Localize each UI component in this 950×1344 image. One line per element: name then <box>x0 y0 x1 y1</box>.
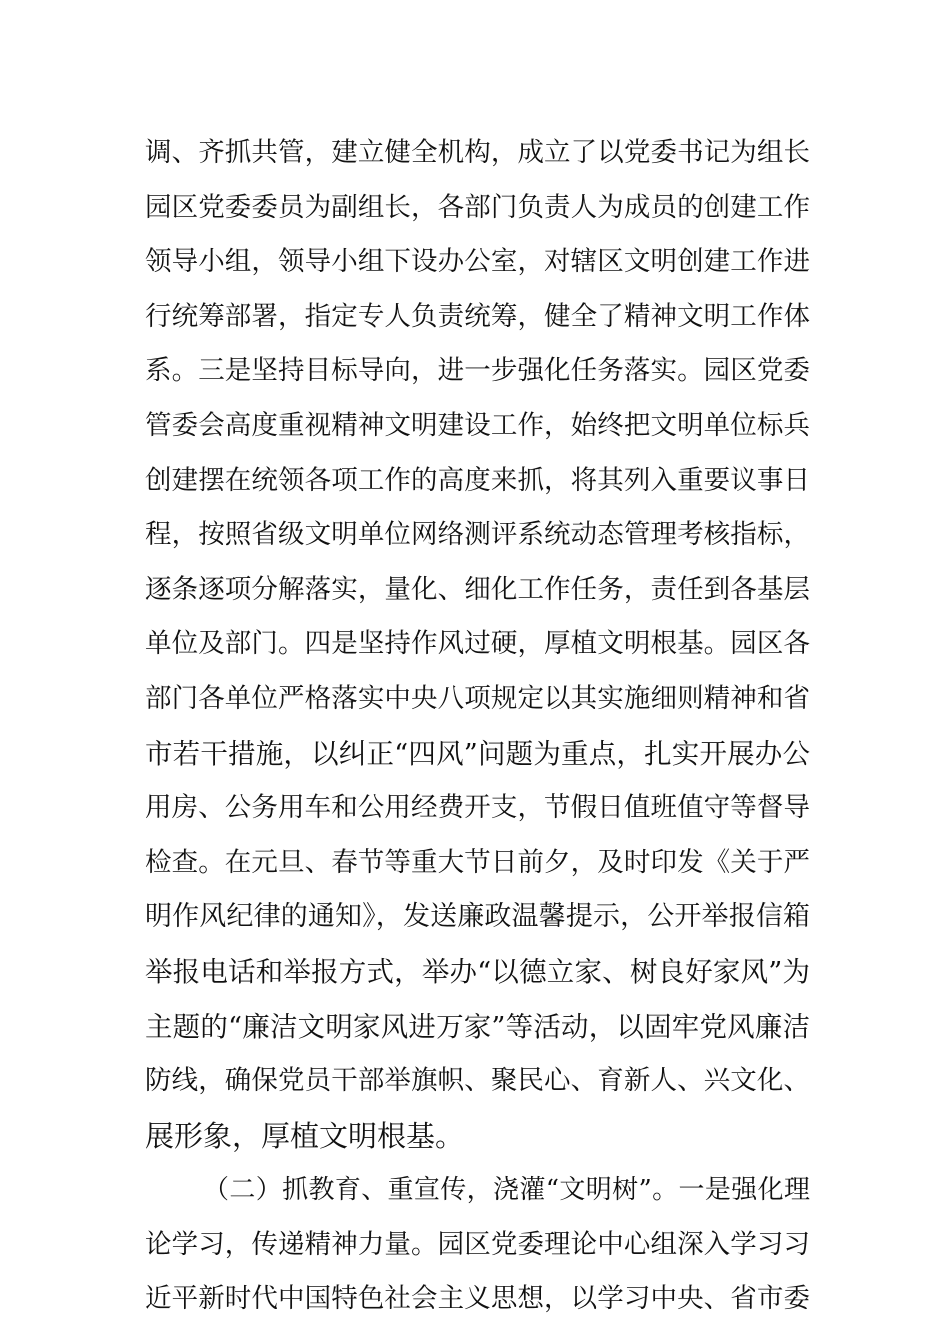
text-line: 领导小组，领导小组下设办公室，对辖区文明创建工作进 <box>145 246 810 278</box>
text-line: 举报电话和举报方式，举办“以德立家、树良好家风”为 <box>145 955 810 988</box>
text-line: 明作风纪律的通知》，发送廉政温馨提示，公开举报信箱 <box>145 901 810 933</box>
text-line: 市若干措施，以纠正“四风”问题为重点，扎实开展办公 <box>145 737 810 770</box>
text-line: 近平新时代中国特色社会主义思想，以学习中央、省市委 <box>145 1283 810 1315</box>
text-line: 创建摆在统领各项工作的高度来抓，将其列入重要议事日 <box>145 464 810 496</box>
document-body <box>145 126 810 1327</box>
text-line: 论学习，传递精神力量。园区党委理论中心组深入学习习 <box>145 1228 810 1260</box>
paragraph-end-line: 展形象，厚植文明根基。 <box>145 1118 465 1153</box>
section-heading-line: （二）抓教育、重宣传，浇灌“文明树”。一是强化理 <box>203 1175 810 1206</box>
text-line: 系。三是坚持目标导向，进一步强化任务落实。园区党委 <box>145 355 810 387</box>
text-line: 园区党委委员为副组长，各部门负责人为成员的创建工作 <box>145 191 810 223</box>
text-line: 调、齐抓共管，建立健全机构，成立了以党委书记为组长 <box>145 137 810 168</box>
text-line: 用房、公务用车和公用经费开支，节假日值班值守等督导 <box>145 792 810 824</box>
text-line: 程，按照省级文明单位网络测评系统动态管理考核指标， <box>145 519 810 551</box>
text-line: 检查。在元旦、春节等重大节日前夕，及时印发《关于严 <box>145 846 810 878</box>
text-line: 单位及部门。四是坚持作风过硬，厚植文明根基。园区各 <box>145 628 810 660</box>
text-line: 行统筹部署，指定专人负责统筹，健全了精神文明工作体 <box>145 300 810 332</box>
text-line: 管委会高度重视精神文明建设工作，始终把文明单位标兵 <box>145 409 810 441</box>
text-line: 逐条逐项分解落实，量化、细化工作任务，责任到各基层 <box>145 573 810 605</box>
text-line: 部门各单位严格落实中央八项规定以其实施细则精神和省 <box>145 682 810 714</box>
text-line: 主题的“廉洁文明家风进万家”等活动，以固牢党风廉洁 <box>145 1010 810 1043</box>
text-line: 防线，确保党员干部举旗帜、聚民心、育新人、兴文化、 <box>145 1065 810 1097</box>
